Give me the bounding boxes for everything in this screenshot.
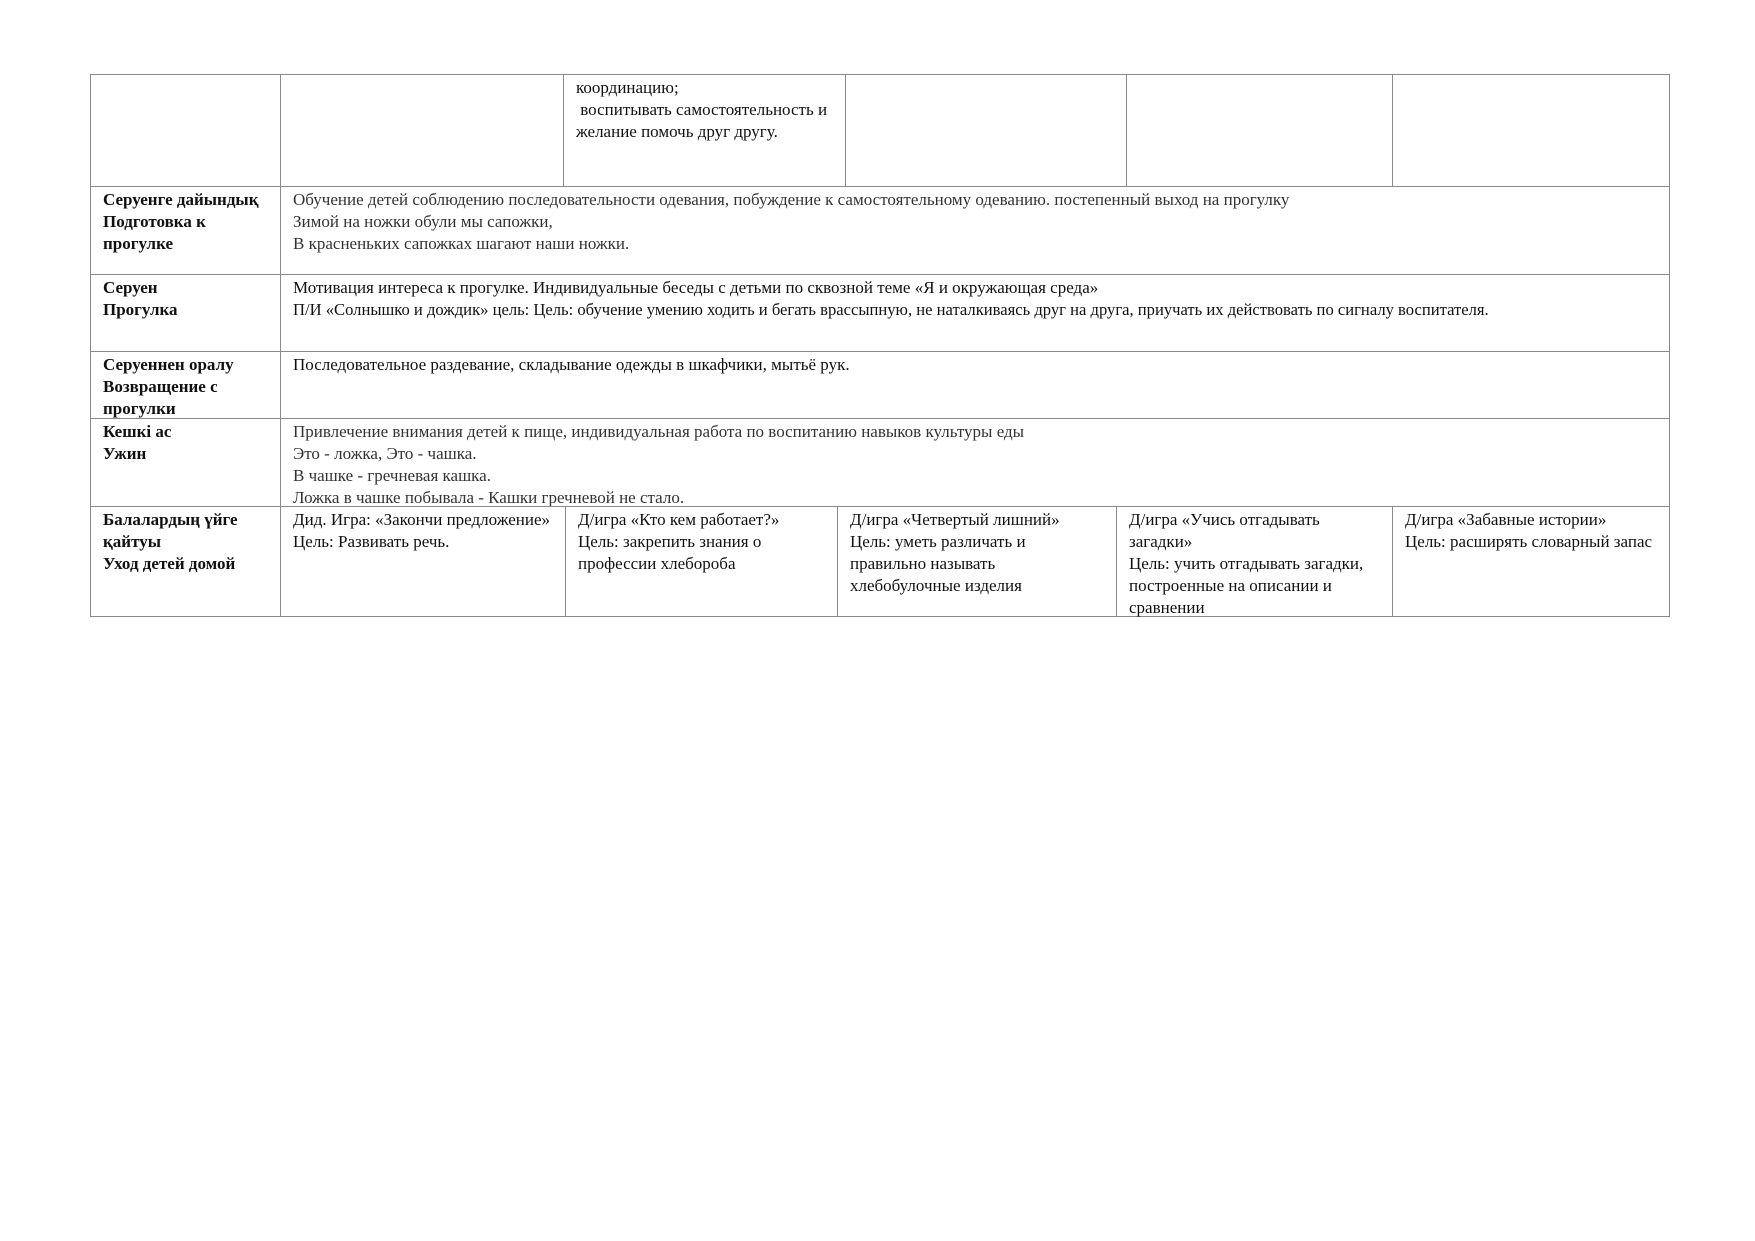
game-cell-1 — [280, 507, 565, 616]
game-cell-3 — [837, 507, 1116, 616]
text-line: Мотивация интереса к прогулке. Индивидуальные беседы с детьми по сквозной теме «Я и окружающая среда» — [293, 278, 1099, 297]
text-line: Это - ложка, Это - чашка. — [293, 444, 477, 463]
row-label — [91, 507, 280, 616]
text-line: Ложка в чашке побывала - Кашки гречневой не стало. — [293, 488, 685, 507]
cell-3 — [845, 75, 1126, 186]
row-label — [91, 275, 280, 351]
cell-2 — [563, 75, 845, 186]
row-content — [280, 187, 1671, 274]
game-title: Д/игра «Кто кем работает?» — [578, 510, 780, 529]
label-ru: Уход детей домой — [103, 554, 236, 573]
text-line: Зимой на ножки обули мы сапожки, — [293, 212, 553, 231]
game-goal: Цель: закрепить знания о профессии хлебороба — [578, 532, 762, 573]
label-kz: Серуенге дайындық — [103, 190, 259, 209]
row-content — [280, 352, 1671, 418]
text-line: В чашке - гречневая кашка. — [293, 466, 491, 485]
text-line: Обучение детей соблюдению последовательности одевания, побуждение к самостоятельному одеванию. постепенный выход на прогулку — [293, 190, 1290, 209]
game-title: Д/игра «Четвертый лишний» — [850, 510, 1060, 529]
label-kz: Балалардың үйге қайтуы — [103, 510, 238, 551]
game-goal: Цель: расширять словарный запас — [1405, 532, 1653, 551]
table-row-going-home — [90, 506, 1670, 617]
row-label — [91, 419, 280, 506]
label-cell — [91, 75, 280, 186]
cell-5 — [1392, 75, 1671, 186]
label-kz: Серуен — [103, 278, 158, 297]
row-label — [91, 187, 280, 274]
label-ru: Возвращение с прогулки — [103, 377, 218, 418]
game-goal: Цель: уметь различать и правильно называть хлебобулочные изделия — [850, 532, 1026, 595]
game-goal: Цель: Развивать речь. — [293, 532, 450, 551]
label-ru: Ужин — [103, 444, 147, 463]
table-row-dinner — [90, 418, 1670, 506]
table-row-return-walk — [90, 351, 1670, 418]
label-ru: Подготовка к прогулке — [103, 212, 206, 253]
table-row-continuation — [90, 74, 1670, 186]
table-row-walk — [90, 274, 1670, 351]
text-line: Последовательное раздевание, складывание одежды в шкафчики, мытьё рук. — [293, 355, 850, 374]
table-row-prep-walk — [90, 186, 1670, 274]
game-title: Дид. Игра: «Закончи предложение» — [293, 510, 551, 529]
label-kz: Кешкі ас — [103, 422, 172, 441]
row-content — [280, 419, 1671, 506]
text-line: воспитывать самостоятельность и желание помочь друг другу. — [576, 100, 832, 141]
cell-4 — [1126, 75, 1392, 186]
game-title: Д/игра «Учись отгадывать загадки» — [1129, 510, 1320, 551]
game-goal: Цель: учить отгадывать загадки, построенные на описании и сравнении — [1129, 554, 1364, 617]
row-label — [91, 352, 280, 418]
text-line: Привлечение внимания детей к пище, индивидуальная работа по воспитанию навыков культуры еды — [293, 422, 1025, 441]
cell-1 — [280, 75, 563, 186]
row-content — [280, 275, 1671, 351]
text-line: В красненьких сапожках шагают наши ножки. — [293, 234, 630, 253]
label-kz: Серуеннен оралу — [103, 355, 234, 374]
text-line: П/И «Солнышко и дождик» цель: Цель: обучение умению ходить и бегать врассыпную, не наталкиваясь друг на друга, приучать их действовать по сигналу воспитателя. — [293, 300, 1489, 319]
game-cell-4 — [1116, 507, 1392, 616]
game-title: Д/игра «Забавные истории» — [1405, 510, 1607, 529]
label-ru: Прогулка — [103, 300, 178, 319]
text-line: координацию; — [576, 78, 679, 97]
game-cell-2 — [565, 507, 837, 616]
game-cell-5 — [1392, 507, 1671, 616]
